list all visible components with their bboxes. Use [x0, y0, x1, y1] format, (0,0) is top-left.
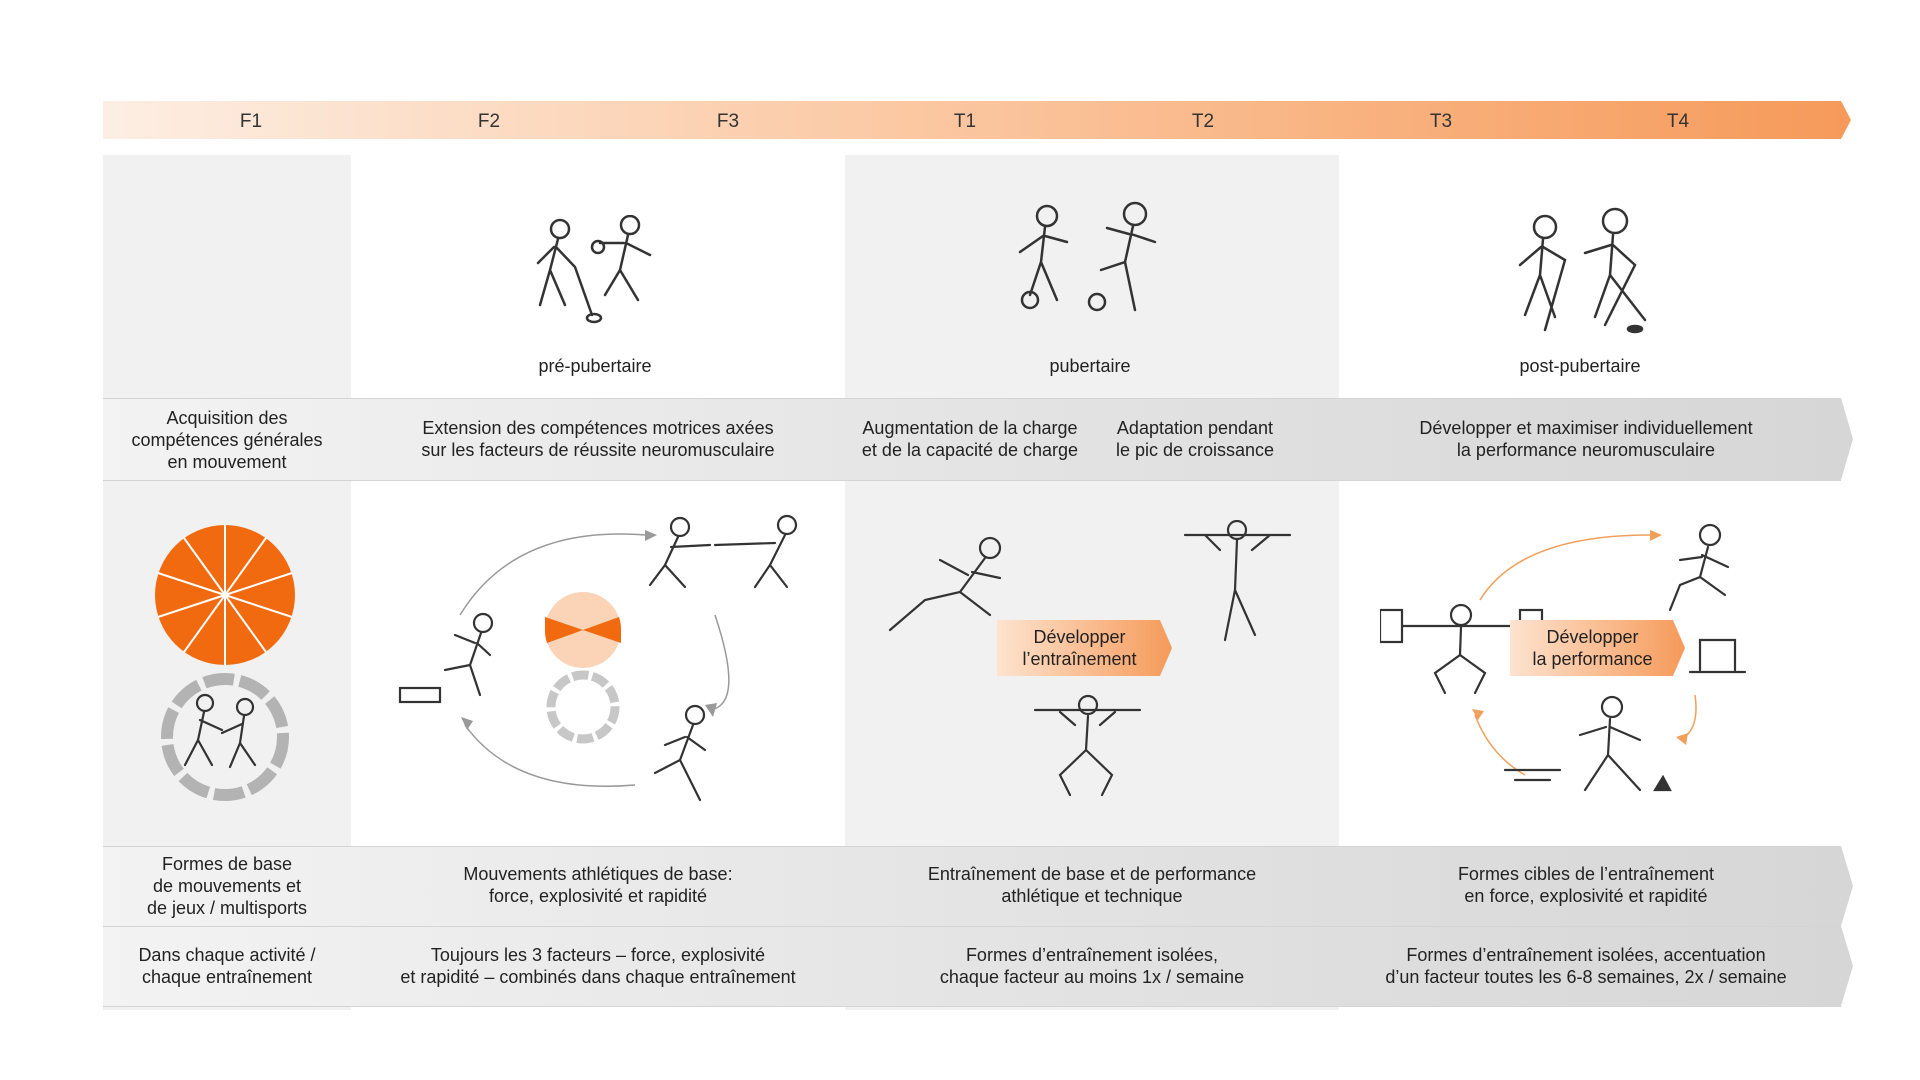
stage-pubertal: pubertaire — [1049, 356, 1131, 376]
phase-label-f1: F1 — [239, 111, 263, 132]
develop-performance-label: Développer la performance — [1532, 627, 1653, 669]
row3-f1-text: Dans chaque activité / chaque entraînement — [138, 945, 316, 987]
back-squat-athlete-icon — [1035, 696, 1140, 795]
box-jump-athlete-icon — [400, 614, 492, 702]
cycle-arrow — [1475, 715, 1525, 775]
stage-post-pubertal: post-pubertaire — [1519, 356, 1641, 376]
overhead-squat-athlete-icon — [1185, 521, 1290, 640]
sprinter-athlete-icon — [655, 706, 705, 800]
cycle-arrow — [465, 725, 635, 786]
small-ring-icon — [551, 675, 615, 739]
stage-pre-pubertal: pré-pubertaire — [538, 356, 652, 376]
phase-label-t2: T2 — [1191, 111, 1215, 132]
row1-t1-text: Augmentation de la charge et de la capacité de charge — [861, 418, 1079, 460]
phase-label-f2: F2 — [477, 111, 501, 132]
cycle-arrow — [710, 615, 729, 710]
agility-athlete-icon — [1505, 697, 1670, 790]
row2-f1-text: Formes de base de mouvements et de jeux / multisports — [146, 854, 308, 918]
row-divider — [103, 1006, 1841, 1007]
row2-f2-f3-text: Mouvements athlétiques de base: force, explosivité et rapidité — [463, 864, 733, 906]
floorball-players-illustration — [520, 215, 680, 340]
small-pie-icon — [545, 592, 621, 668]
gray-ring-icon — [167, 679, 283, 795]
row3-f2-f3-text: Toujours les 3 facteurs – force, explosivité et rapidité – combinés dans chaque entraînement — [400, 945, 796, 987]
row3-t1-t2-text: Formes d’entraînement isolées, chaque facteur au moins 1x / semaine — [939, 945, 1245, 987]
orange-pie-icon — [155, 525, 295, 665]
row-divider — [103, 398, 1841, 399]
sprint-start-athlete-icon — [890, 538, 1000, 630]
phase-label-t3: T3 — [1429, 111, 1453, 132]
f1-multisport-illustration — [150, 525, 310, 805]
cycle-arrow — [1480, 535, 1650, 600]
row1-f2-f3-text: Extension des compétences motrices axées sur les facteurs de réussite neuromusculaire — [421, 418, 775, 460]
row-divider — [103, 846, 1841, 847]
tug-of-war-athletes-icon — [650, 516, 796, 587]
wrestling-players-icon — [185, 695, 255, 767]
row-divider — [103, 926, 1841, 927]
cycle-arrow — [1680, 695, 1696, 740]
phase-label-t1: T1 — [953, 111, 977, 132]
row2-t1-t2-text: Entraînement de base et de performance athlétique et technique — [927, 864, 1257, 906]
develop-training-label: Développer l’entraînement — [1022, 627, 1137, 669]
row-divider — [103, 480, 1841, 481]
row1-f1-text: Acquisition des compétences générales en mouvement — [131, 408, 323, 472]
ice-hockey-players-illustration — [1485, 205, 1685, 340]
row1-t3-t4-text: Développer et maximiser individuellement la performance neuromusculaire — [1419, 418, 1753, 460]
row3-t3-t4-text: Formes d’entraînement isolées, accentuation d’un facteur toutes les 6-8 semaines, 2x / semaine — [1385, 945, 1787, 987]
row2-t3-t4-text: Formes cibles de l’entraînement en force, explosivité et rapidité — [1457, 864, 1715, 906]
phase-label-f3: F3 — [716, 111, 740, 132]
row1-t2-text: Adaptation pendant le pic de croissance — [1115, 418, 1275, 460]
phase-label-t4: T4 — [1666, 111, 1690, 132]
football-players-illustration — [1005, 200, 1175, 335]
f2-f3-cycle-illustration — [395, 505, 815, 825]
cycle-arrow — [460, 534, 645, 615]
